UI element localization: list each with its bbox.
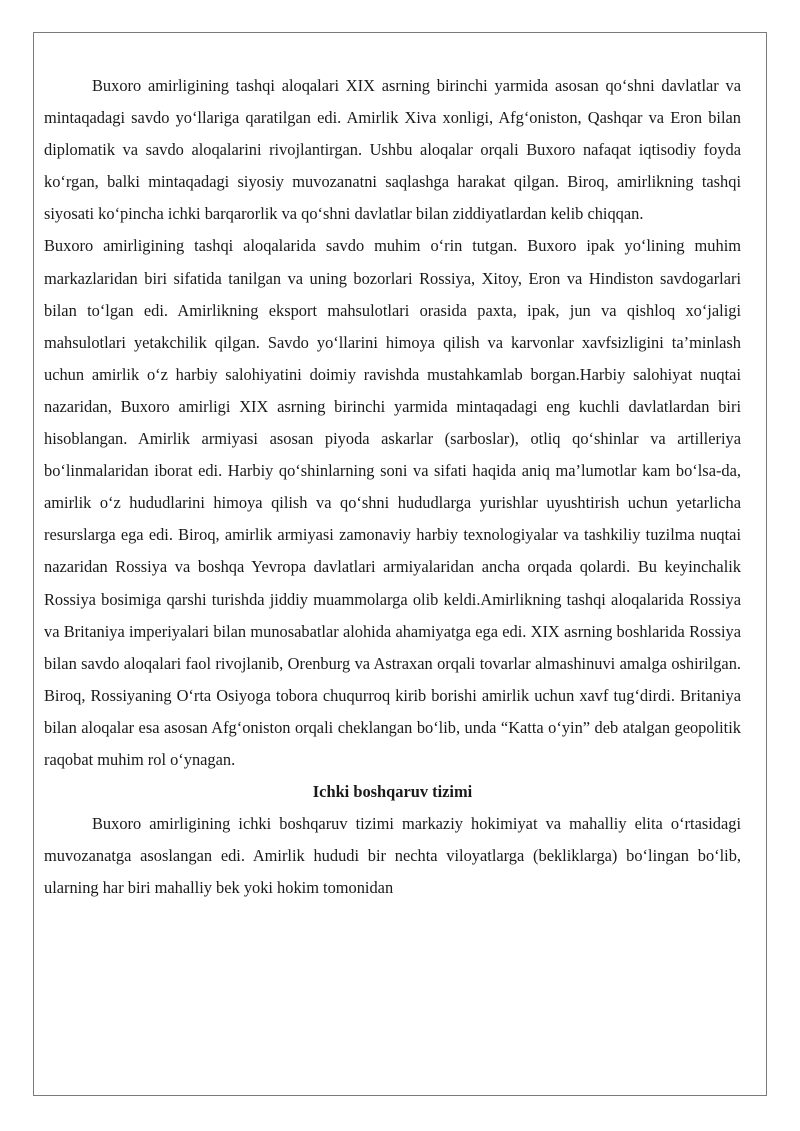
section-heading: Ichki boshqaruv tizimi xyxy=(312,782,473,802)
paragraph-internal-governance: Buxoro amirligining ichki boshqaruv tizimi markaziy hokimiyat va mahalliy elita o‘rtasidagi muvozanatga asoslangan edi. Amirlik hududi bir nechta viloyatlarga (bekliklarga) bo‘lingan bo‘lib, ularning har biri mahalliy bek yoki hokim tomonidan xyxy=(44,814,741,898)
paragraph-foreign-relations: Buxoro amirligining tashqi aloqalari XIX asrning birinchi yarmida asosan qo‘shni davlatlar va mintaqadagi savdo yo‘llariga qaratilgan edi. Amirlik Xiva xonligi, Afg‘oniston, Qashqar va Eron bilan diplomatik va savdo aloqalarini rivojlantirgan. Ushbu aloqalar orqali Buxoro nafaqat iqtisodiy foyda ko‘rgan, balki mintaqadagi siyosiy muvozanatni saqlashga harakat qilgan. Biroq, amirlikning tashqi siyosati ko‘pincha ichki barqarorlik va qo‘shni davlatlar bilan ziddiyatlardan kelib chiqqan. xyxy=(44,76,741,224)
paragraph-trade-military: Buxoro amirligining tashqi aloqalarida savdo muhim o‘rin tutgan. Buxoro ipak yo‘lining muhim markazlaridan biri sifatida tanilgan va uning bozorlari Rossiya, Xitoy, Eron va Hindiston savdogarlari bilan to‘lgan edi. Amirlikning eksport mahsulotlari orasida paxta, ipak, jun va qishloq xo‘jaligi mahsulotlari yetakchilik qilgan. Savdo yo‘llarini himoya qilish va karvonlar xavfsizligini ta’minlash uchun amirlik o‘z harbiy salohiyatini doimiy ravishda mustahkamlab borgan.Harbiy salohiyat nuqtai nazaridan, Buxoro amirligi XIX asrning birinchi yarmida mintaqadagi eng kuchli davlatlardan biri hisoblangan. Amirlik armiyasi asosan piyoda askarlar (sarboslar), otliq qo‘shinlar va artilleriya bo‘linmalaridan iborat edi. Harbiy qo‘shinlarning soni va sifati haqida aniq ma’lumotlar kam bo‘lsa-da, amirlik o‘z hududlarini himoya qilish va qo‘shni hududlarga yurishlar uyushtirish uchun yetarlicha resurslarga ega edi. Biroq, amirlik armiyasi zamonaviy harbiy texnologiyalar va tashkiliy tuzilma nuqtai nazaridan Rossiya va boshqa Yevropa davlatlari armiyalaridan ancha orqada qolardi. Bu keyinchalik Rossiya bosimiga qarshi turishda jiddiy muammolarga olib keldi.Amirlikning tashqi aloqalarida Rossiya va Britaniya imperiyalari bilan munosabatlar alohida ahamiyatga ega edi. XIX asrning boshlarida Rossiya bilan savdo aloqalari faol rivojlanib, Orenburg va Astraxan orqali tovarlar almashinuvi amalga oshirilgan. Biroq, Rossiyaning O‘rta Osiyoga tobora chuqurroq kirib borishi amirlik uchun xavf tug‘dirdi. Britaniya bilan aloqalar esa asosan Afg‘oniston orqali cheklangan bo‘lib, unda “Katta o‘yin” deb atalgan geopolitik raqobat muhim rol o‘ynagan. xyxy=(44,236,741,769)
document-body xyxy=(44,70,741,904)
